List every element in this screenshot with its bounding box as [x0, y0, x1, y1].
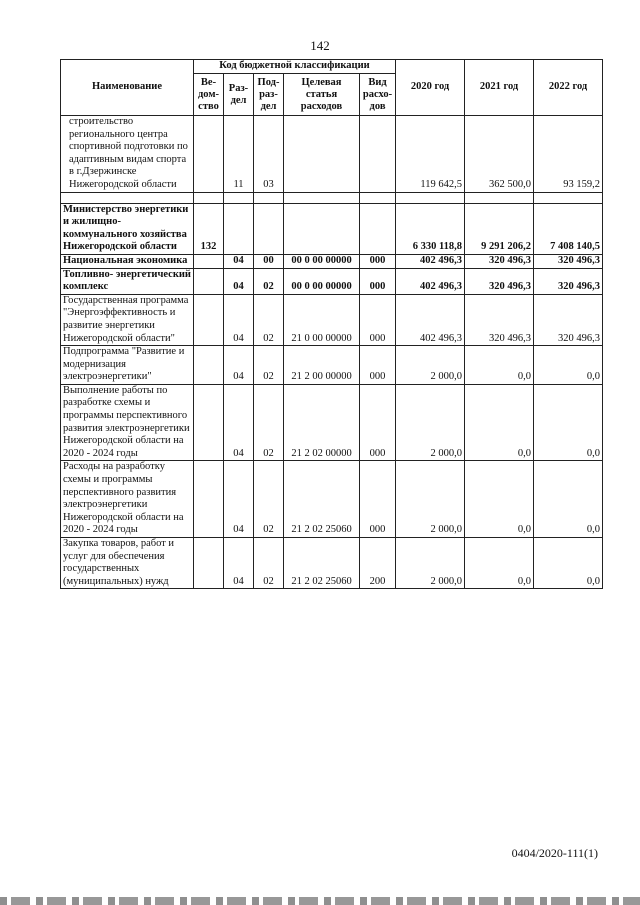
row-2020: 402 496,3 [396, 294, 465, 345]
table-row [61, 461, 603, 538]
page-number: 142 [310, 38, 330, 53]
row-razdel: 04 [224, 268, 254, 294]
row-vid: 000 [360, 461, 396, 538]
row-razdel: 04 [224, 346, 254, 385]
row-2022: 93 159,2 [534, 116, 603, 193]
row-podrazdel: 02 [254, 294, 284, 345]
spacer-row [61, 192, 603, 203]
row-podrazdel: 02 [254, 384, 284, 461]
header-classification: Код бюджетной классификации [194, 60, 396, 74]
table-row [61, 203, 603, 254]
row-podrazdel: 02 [254, 268, 284, 294]
row-vid: 000 [360, 294, 396, 345]
row-target: 21 2 02 25060 [284, 461, 360, 538]
row-vid: 000 [360, 254, 396, 268]
row-target: 00 0 00 00000 [284, 254, 360, 268]
row-vedomstvo [194, 461, 224, 538]
row-vedomstvo [194, 254, 224, 268]
row-2021: 0,0 [465, 346, 534, 385]
row-2022: 7 408 140,5 [534, 203, 603, 254]
row-target: 21 2 02 25060 [284, 538, 360, 589]
document-code: 0404/2020-111(1) [511, 846, 598, 860]
table-row [61, 384, 603, 461]
row-2021: 320 496,3 [465, 254, 534, 268]
row-2022: 0,0 [534, 346, 603, 385]
row-vedomstvo [194, 384, 224, 461]
header-2020: 2020 год [396, 60, 465, 116]
row-podrazdel: 02 [254, 538, 284, 589]
row-vid [360, 116, 396, 193]
header-podrazdel: Под- раз- дел [254, 74, 284, 116]
row-target: 21 0 00 00000 [284, 294, 360, 345]
header-vid: Вид расхо- дов [360, 74, 396, 116]
table-row [61, 346, 603, 385]
header-vedomstvo: Ве- дом- ство [194, 74, 224, 116]
header-2021: 2021 год [465, 60, 534, 116]
header-razdel: Раз- дел [224, 74, 254, 116]
row-name: Топливно- энергетический комплекс [61, 268, 194, 294]
row-name: Подпрограмма "Развитие и модернизация электроэнергетики" [61, 346, 194, 385]
row-podrazdel [254, 203, 284, 254]
row-2020: 119 642,5 [396, 116, 465, 193]
table-row [61, 294, 603, 345]
header-name: Наименование [61, 60, 194, 116]
row-2021: 0,0 [465, 538, 534, 589]
row-vid: 000 [360, 268, 396, 294]
table-row [61, 268, 603, 294]
row-target [284, 203, 360, 254]
row-name: строительство регионального центра спортивной подготовки по адаптивным видам спорта в г.Дзержинске Нижегородской области [61, 116, 194, 193]
row-name: Расходы на разработку схемы и программы перспективного развития электроэнергетики Нижегородской области на 2020 - 2024 годы [61, 461, 194, 538]
row-vedomstvo [194, 268, 224, 294]
row-vid [360, 203, 396, 254]
row-2020: 2 000,0 [396, 538, 465, 589]
table-row [61, 116, 603, 193]
row-name: Государственная программа "Энергоэффективность и развитие энергетики Нижегородской области" [61, 294, 194, 345]
row-vedomstvo [194, 294, 224, 345]
row-vedomstvo [194, 538, 224, 589]
row-vedomstvo [194, 116, 224, 193]
row-2021: 320 496,3 [465, 294, 534, 345]
row-razdel: 04 [224, 294, 254, 345]
row-2021: 0,0 [465, 384, 534, 461]
row-razdel: 04 [224, 461, 254, 538]
row-vid: 200 [360, 538, 396, 589]
row-2022: 320 496,3 [534, 268, 603, 294]
row-razdel [224, 203, 254, 254]
row-name: Закупка товаров, работ и услуг для обеспечения государственных (муниципальных) нужд [61, 538, 194, 589]
row-target: 21 2 00 00000 [284, 346, 360, 385]
row-vid: 000 [360, 346, 396, 385]
row-target: 21 2 02 00000 [284, 384, 360, 461]
row-name: Министерство энергетики и жилищно- коммунального хозяйства Нижегородской области [61, 203, 194, 254]
row-2020: 2 000,0 [396, 461, 465, 538]
row-2021: 320 496,3 [465, 268, 534, 294]
row-2020: 2 000,0 [396, 384, 465, 461]
header-target: Целевая статья расходов [284, 74, 360, 116]
row-2022: 0,0 [534, 538, 603, 589]
row-2020: 402 496,3 [396, 254, 465, 268]
budget-table [60, 59, 603, 589]
row-target: 00 0 00 00000 [284, 268, 360, 294]
row-name: Национальная экономика [61, 254, 194, 268]
row-vedomstvo [194, 346, 224, 385]
row-2022: 0,0 [534, 461, 603, 538]
row-2020: 6 330 118,8 [396, 203, 465, 254]
row-2020: 2 000,0 [396, 346, 465, 385]
row-2021: 362 500,0 [465, 116, 534, 193]
row-podrazdel: 02 [254, 346, 284, 385]
row-vid: 000 [360, 384, 396, 461]
row-name: Выполнение работы по разработке схемы и программы перспективного развития электроэнергетики Нижегородской области на 2020 - 2024 годы [61, 384, 194, 461]
row-2022: 0,0 [534, 384, 603, 461]
scan-edge-strip [0, 897, 640, 905]
row-target [284, 116, 360, 193]
row-2022: 320 496,3 [534, 294, 603, 345]
table-row [61, 254, 603, 268]
row-podrazdel: 02 [254, 461, 284, 538]
header-2022: 2022 год [534, 60, 603, 116]
row-vedomstvo: 132 [194, 203, 224, 254]
row-razdel: 04 [224, 384, 254, 461]
row-2021: 9 291 206,2 [465, 203, 534, 254]
table-row [61, 538, 603, 589]
row-2020: 402 496,3 [396, 268, 465, 294]
row-podrazdel: 03 [254, 116, 284, 193]
row-2022: 320 496,3 [534, 254, 603, 268]
row-podrazdel: 00 [254, 254, 284, 268]
row-razdel: 04 [224, 538, 254, 589]
row-razdel: 11 [224, 116, 254, 193]
row-razdel: 04 [224, 254, 254, 268]
row-2021: 0,0 [465, 461, 534, 538]
